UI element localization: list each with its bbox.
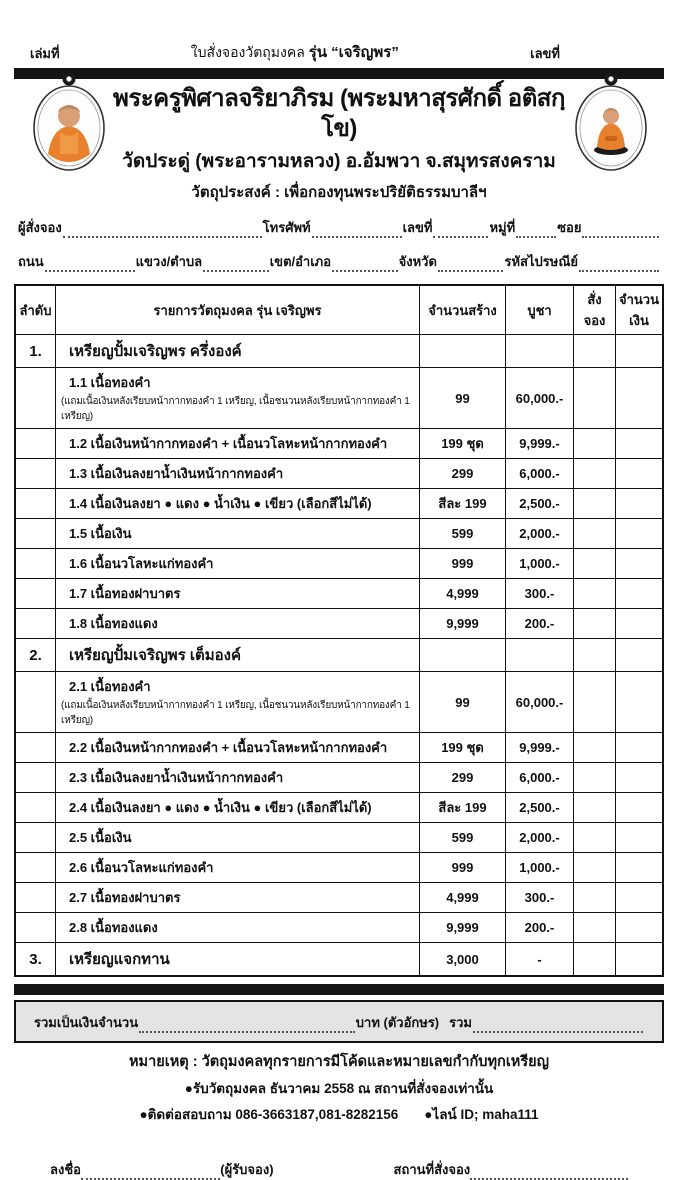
district-label: เขต/อำเภอ — [269, 254, 332, 269]
row-name-cell — [56, 793, 420, 822]
row-name-cell — [56, 519, 420, 548]
col-header-item: รายการวัตถุมงคล รุ่น เจริญพร — [56, 286, 420, 334]
row-order-cell — [574, 519, 616, 548]
row-order-cell — [574, 579, 616, 608]
row-qty-cell: สีละ 199 — [420, 793, 506, 822]
sign-blank — [81, 1166, 220, 1180]
row-index-cell — [16, 519, 56, 548]
table-item-row — [16, 609, 662, 639]
col-header-amount: จำนวนเงิน — [619, 292, 659, 328]
row-qty-cell — [420, 335, 506, 367]
table-item-row — [16, 459, 662, 489]
row-index-cell — [16, 733, 56, 762]
row-name-cell — [56, 335, 420, 367]
row-index-cell: 2. — [16, 639, 56, 671]
row-name-cell — [56, 609, 420, 638]
row-order-cell — [574, 943, 616, 975]
orderer-name-blank — [63, 224, 262, 238]
row-price-cell: 200.- — [506, 913, 574, 942]
row-price-cell: - — [506, 943, 574, 975]
row-name-text: 2.2 เนื้อเงินหน้ากากทองคำ + เนื้อนวโลหะหน้ากากทองคำ — [69, 740, 388, 755]
table-item-row — [16, 823, 662, 853]
monk-medallion-right-icon — [572, 70, 650, 172]
row-name-cell — [56, 763, 420, 792]
row-price-cell: 2,000.- — [506, 519, 574, 548]
row-name-cell — [56, 943, 420, 975]
district-blank — [332, 258, 398, 272]
row-order-cell — [574, 793, 616, 822]
table-item-row — [16, 579, 662, 609]
col-header-order: สั่งจอง — [574, 286, 616, 334]
road-blank — [45, 258, 135, 272]
subdistrict-blank — [203, 258, 269, 272]
row-amount-cell — [616, 883, 662, 912]
row-order-cell — [574, 733, 616, 762]
row-name-cell — [56, 459, 420, 488]
order-place-blank — [470, 1166, 628, 1180]
phone-label: โทรศัพท์ — [262, 220, 311, 235]
remark-line: หมายเหตุ : วัตถุมงคลทุกรายการมีโค้ดและหมายเลขกำกับทุกเหรียญ — [129, 1054, 549, 1070]
row-order-cell — [574, 639, 616, 671]
row-name-cell — [56, 853, 420, 882]
sum-label: รวม — [449, 1015, 472, 1030]
row-qty-cell: 99 — [420, 368, 506, 428]
row-price-cell — [506, 335, 574, 367]
row-price-cell: 300.- — [506, 579, 574, 608]
contact-phones: ●ติดต่อสอบถาม 086-3663187,081-8282156 — [139, 1107, 399, 1122]
row-index-cell — [16, 459, 56, 488]
orderer-line-2 — [14, 251, 664, 272]
table-header-row — [16, 286, 662, 335]
row-price-cell: 9,999.- — [506, 429, 574, 458]
top-line — [14, 40, 664, 64]
row-amount-cell — [616, 519, 662, 548]
row-amount-cell — [616, 429, 662, 458]
row-index-cell — [16, 489, 56, 518]
postcode-label: รหัสไปรษณีย์ — [504, 254, 578, 269]
row-price-cell: 200.- — [506, 609, 574, 638]
row-amount-cell — [616, 733, 662, 762]
row-amount-cell — [616, 639, 662, 671]
row-index-cell — [16, 823, 56, 852]
notes — [14, 1050, 664, 1125]
form-title: ใบสั่งจองวัตถุมงคล รุ่น “เจริญพร” — [190, 44, 399, 61]
row-price-cell: 2,500.- — [506, 793, 574, 822]
row-index-cell — [16, 672, 56, 732]
row-name-text: เหรียญแจกทาน — [69, 951, 170, 968]
orderer-name-label: ผู้สั่งจอง — [18, 220, 62, 235]
row-name-cell — [56, 733, 420, 762]
row-price-cell: 1,000.- — [506, 853, 574, 882]
row-name-cell — [56, 639, 420, 671]
table-item-row — [16, 519, 662, 549]
row-price-cell: 1,000.- — [506, 549, 574, 578]
table-item-row — [16, 429, 662, 459]
row-amount-cell — [616, 579, 662, 608]
monk-medallion-left-icon — [30, 70, 108, 172]
row-qty-cell: 999 — [420, 549, 506, 578]
row-qty-cell: 4,999 — [420, 883, 506, 912]
sign-label: ลงชื่อ — [50, 1162, 81, 1177]
table-item-row — [16, 489, 662, 519]
row-index-cell: 1. — [16, 335, 56, 367]
road-label: ถนน — [18, 254, 44, 269]
total-divider-bar — [14, 984, 664, 995]
house-no-label: เลขที่ — [402, 220, 433, 235]
row-price-cell: 9,999.- — [506, 733, 574, 762]
row-amount-cell — [616, 549, 662, 578]
sum-blank — [473, 1019, 643, 1033]
row-qty-cell: 999 — [420, 853, 506, 882]
row-order-cell — [574, 853, 616, 882]
row-name-cell — [56, 549, 420, 578]
table-section-row — [16, 943, 662, 975]
row-index-cell — [16, 579, 56, 608]
table-item-row — [16, 853, 662, 883]
row-order-cell — [574, 459, 616, 488]
col-header-price: บูชา — [506, 286, 574, 334]
row-amount-cell — [616, 335, 662, 367]
total-box — [14, 1000, 664, 1043]
table-item-row — [16, 883, 662, 913]
row-price-cell: 6,000.- — [506, 763, 574, 792]
row-price-cell: 60,000.- — [506, 672, 574, 732]
row-name-text: 1.4 เนื้อเงินลงยา ● แดง ● น้ำเงิน ● เขียว (เลือกสีไม่ได้) — [69, 496, 372, 511]
table-item-row — [16, 733, 662, 763]
col-header-qty: จำนวนสร้าง — [420, 286, 506, 334]
row-order-cell — [574, 549, 616, 578]
table-item-row — [16, 913, 662, 943]
row-name-text: 2.4 เนื้อเงินลงยา ● แดง ● น้ำเงิน ● เขียว (เลือกสีไม่ได้) — [69, 800, 372, 815]
orderer-line-1 — [14, 217, 664, 238]
row-name-cell — [56, 579, 420, 608]
row-amount-cell — [616, 489, 662, 518]
row-bonus-note: (แถมเนื้อเงินหลังเรียบหน้ากากทองคำ 1 เหรียญ, เนื้อชนวนหลังเรียบหน้ากากทองคำ 1 เหรียญ) — [61, 700, 410, 726]
row-amount-cell — [616, 853, 662, 882]
row-qty-cell: 99 — [420, 672, 506, 732]
row-qty-cell: สีละ 199 — [420, 489, 506, 518]
total-amount-blank — [139, 1019, 355, 1033]
row-name-text: 1.2 เนื้อเงินหน้ากากทองคำ + เนื้อนวโลหะหน้ากากทองคำ — [69, 436, 388, 451]
row-price-cell — [506, 639, 574, 671]
row-qty-cell: 3,000 — [420, 943, 506, 975]
signature-line — [14, 1159, 664, 1180]
row-name-text: 2.6 เนื้อนวโลหะแก่ทองคำ — [69, 860, 214, 875]
row-order-cell — [574, 763, 616, 792]
row-order-cell — [574, 489, 616, 518]
row-name-text: 2.7 เนื้อทองฝาบาตร — [69, 890, 181, 905]
row-name-cell — [56, 489, 420, 518]
row-name-text: 2.1 เนื้อทองคำ — [69, 679, 151, 694]
row-order-cell — [574, 429, 616, 458]
header — [14, 84, 664, 204]
row-qty-cell: 4,999 — [420, 579, 506, 608]
row-amount-cell — [616, 913, 662, 942]
doc-no-label: เลขที่ — [530, 46, 560, 61]
row-amount-cell — [616, 823, 662, 852]
row-order-cell — [574, 913, 616, 942]
row-name-cell — [56, 823, 420, 852]
row-name-text: 1.6 เนื้อนวโลหะแก่ทองคำ — [69, 556, 214, 571]
row-name-text: เหรียญปั้มเจริญพร เต็มองค์ — [69, 647, 242, 664]
row-qty-cell — [420, 639, 506, 671]
row-qty-cell: 9,999 — [420, 609, 506, 638]
order-table — [14, 284, 664, 977]
row-order-cell — [574, 609, 616, 638]
house-no-blank — [433, 224, 488, 238]
row-name-cell — [56, 883, 420, 912]
row-order-cell — [574, 368, 616, 428]
moo-label: หมู่ที่ — [489, 220, 516, 235]
row-qty-cell: 299 — [420, 459, 506, 488]
receive-line: ●รับวัตถุมงคล ธันวาคม 2558 ณ สถานที่สั่งจองเท่านั้น — [184, 1081, 494, 1096]
row-price-cell: 2,500.- — [506, 489, 574, 518]
row-qty-cell: 299 — [420, 763, 506, 792]
row-bonus-note: (แถมเนื้อเงินหลังเรียบหน้ากากทองคำ 1 เหรียญ, เนื้อชนวนหลังเรียบหน้ากากทองคำ 1 เหรียญ) — [61, 396, 410, 422]
row-amount-cell — [616, 672, 662, 732]
row-price-cell: 60,000.- — [506, 368, 574, 428]
row-name-text: 2.5 เนื้อเงิน — [69, 830, 132, 845]
row-qty-cell: 599 — [420, 823, 506, 852]
row-index-cell — [16, 913, 56, 942]
row-index-cell — [16, 793, 56, 822]
baht-text-label: บาท (ตัวอักษร) — [355, 1015, 440, 1030]
row-amount-cell — [616, 609, 662, 638]
contact-line — [14, 1103, 664, 1125]
row-price-cell: 300.- — [506, 883, 574, 912]
row-index-cell: 3. — [16, 943, 56, 975]
row-price-cell: 2,000.- — [506, 823, 574, 852]
row-amount-cell — [616, 368, 662, 428]
row-order-cell — [574, 883, 616, 912]
row-qty-cell: 199 ชุด — [420, 733, 506, 762]
soi-label: ซอย — [557, 220, 582, 235]
subdistrict-label: แขวง/ตำบล — [135, 254, 203, 269]
row-index-cell — [16, 763, 56, 792]
row-name-cell — [56, 429, 420, 458]
row-name-cell — [56, 368, 420, 428]
table-item-row — [16, 672, 662, 733]
soi-blank — [582, 224, 659, 238]
receiver-label: (ผู้รับจอง) — [220, 1162, 274, 1177]
row-index-cell — [16, 609, 56, 638]
province-blank — [438, 258, 504, 272]
total-amount-label: รวมเป็นเงินจำนวน — [34, 1015, 139, 1030]
row-index-cell — [16, 549, 56, 578]
book-no-label: เล่มที่ — [30, 46, 60, 61]
table-item-row — [16, 793, 662, 823]
order-place-label: สถานที่สั่งจอง — [393, 1162, 471, 1177]
table-item-row — [16, 763, 662, 793]
row-name-text: 2.3 เนื้อเงินลงยาน้ำเงินหน้ากากทองคำ — [69, 770, 284, 785]
postcode-blank — [579, 258, 659, 272]
col-header-index: ลำดับ — [16, 286, 56, 334]
phone-blank — [312, 224, 402, 238]
row-name-cell — [56, 672, 420, 732]
row-order-cell — [574, 335, 616, 367]
row-amount-cell — [616, 943, 662, 975]
row-order-cell — [574, 672, 616, 732]
row-name-text: เหรียญปั้มเจริญพร ครึ่งองค์ — [69, 343, 242, 360]
edition-label: รุ่น “เจริญพร” — [308, 44, 399, 61]
row-index-cell — [16, 368, 56, 428]
table-item-row — [16, 368, 662, 429]
province-label: จังหวัด — [398, 254, 437, 269]
table-section-row — [16, 639, 662, 672]
row-name-text: 1.3 เนื้อเงินลงยาน้ำเงินหน้ากากทองคำ — [69, 466, 284, 481]
row-qty-cell: 9,999 — [420, 913, 506, 942]
row-index-cell — [16, 429, 56, 458]
temple-line: วัดประดู่ (พระอารามหลวง) อ.อัมพวา จ.สมุทรสงคราม — [122, 151, 556, 172]
row-index-cell — [16, 853, 56, 882]
table-section-row — [16, 335, 662, 368]
header-divider-bar — [14, 68, 664, 79]
table-body — [16, 335, 662, 975]
row-index-cell — [16, 883, 56, 912]
row-name-text: 1.5 เนื้อเงิน — [69, 526, 132, 541]
row-amount-cell — [616, 459, 662, 488]
monk-title: พระครูพิศาลจริยาภิรม (พระมหาสุรศักดิ์ อติสกฺโข) — [113, 85, 565, 142]
row-price-cell: 6,000.- — [506, 459, 574, 488]
line-id: ●ไลน์ ID; maha111 — [424, 1107, 539, 1122]
row-amount-cell — [616, 763, 662, 792]
row-name-text: 2.8 เนื้อทองแดง — [69, 920, 158, 935]
table-item-row — [16, 549, 662, 579]
row-qty-cell: 199 ชุด — [420, 429, 506, 458]
row-name-text: 1.8 เนื้อทองแดง — [69, 616, 158, 631]
total-section — [14, 984, 664, 1043]
row-qty-cell: 599 — [420, 519, 506, 548]
row-amount-cell — [616, 793, 662, 822]
row-name-text: 1.7 เนื้อทองฝาบาตร — [69, 586, 181, 601]
purpose-line: วัตถุประสงค์ : เพื่อกองทุนพระปริยัติธรรมบาลีฯ — [191, 184, 487, 201]
row-name-cell — [56, 913, 420, 942]
row-order-cell — [574, 823, 616, 852]
moo-blank — [516, 224, 556, 238]
row-name-text: 1.1 เนื้อทองคำ — [69, 375, 151, 390]
